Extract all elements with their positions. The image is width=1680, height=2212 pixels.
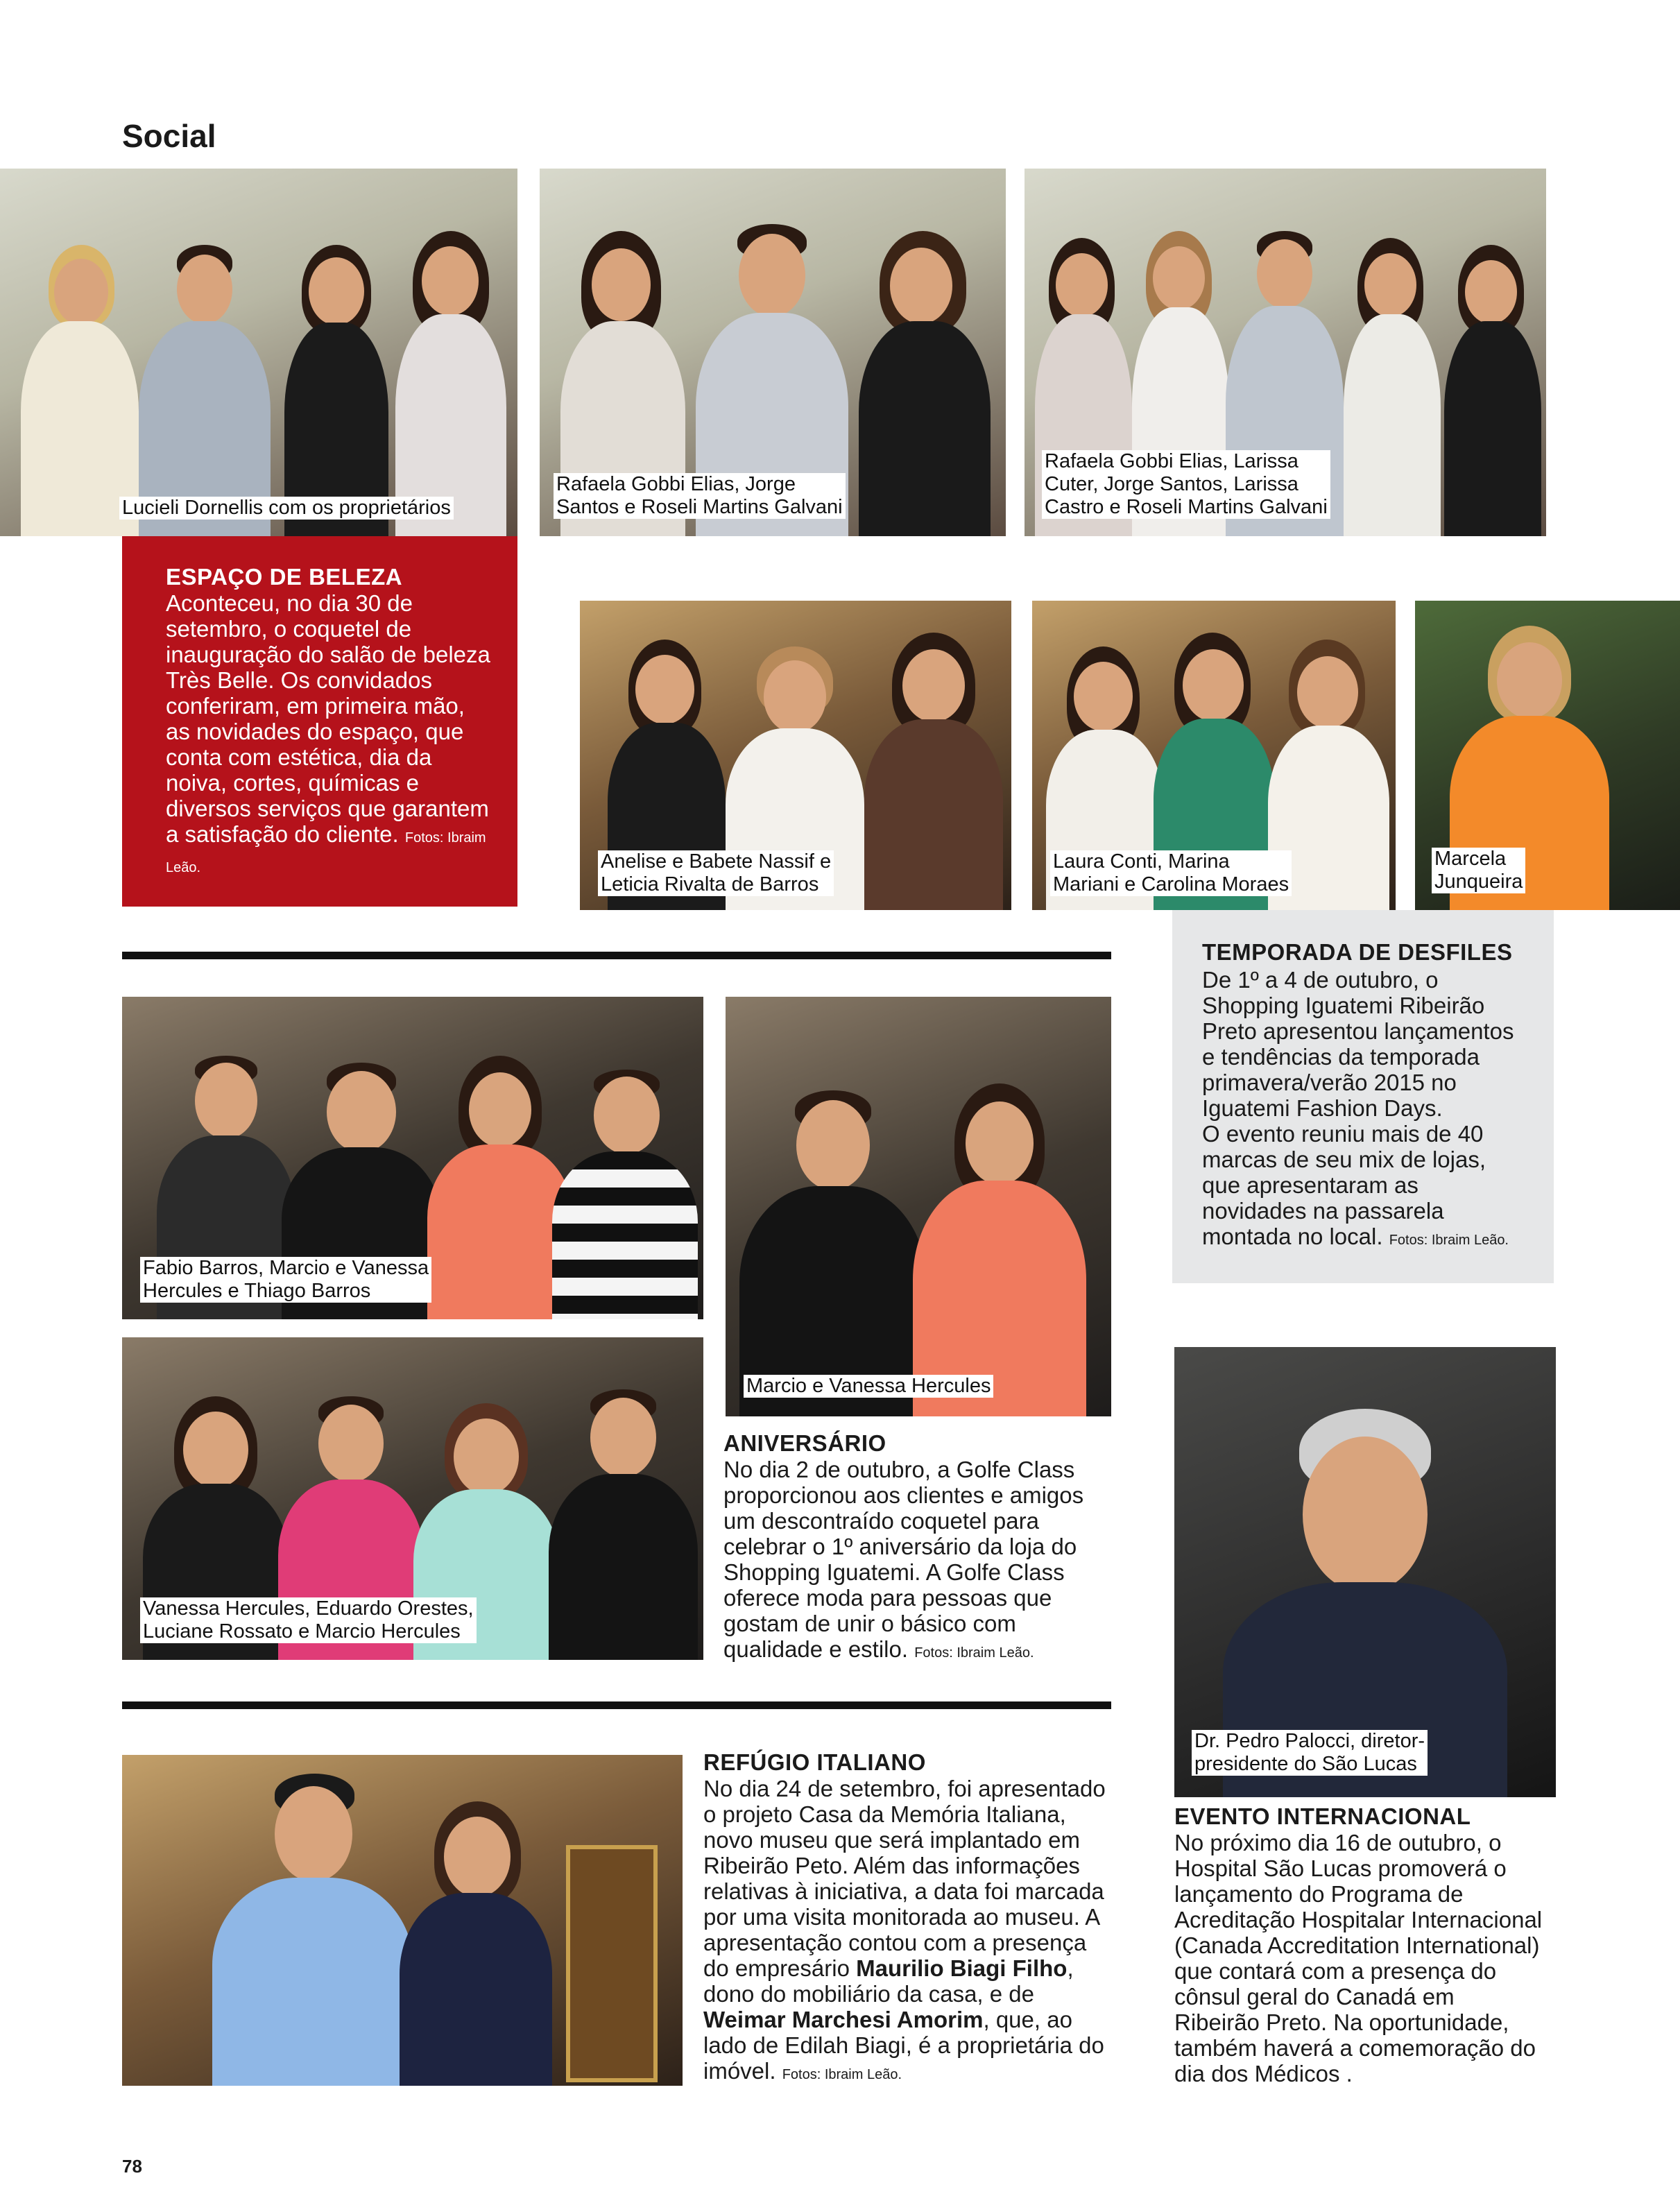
article-espaco-de-beleza	[122, 536, 517, 907]
refugio-name-weimar: Weimar Marchesi Amorim	[703, 2007, 984, 2032]
photo-lucieli-proprietarios	[0, 169, 517, 536]
article-refugio-italiano	[703, 1749, 1120, 2088]
page-number: 78	[122, 2156, 142, 2177]
aniversario-credit: Fotos: Ibraim Leão.	[914, 1645, 1034, 1661]
caption-photo-2: Rafaela Gobbi Elias, Jorge Santos e Roseli Martins Galvani	[554, 473, 846, 519]
evento-body: No próximo dia 16 de outubro, o Hospital São Lucas promoverá o lançamento do Programa de Acreditação Hospitalar Internacional (Canada Accreditation International) que contará com a presença do cônsul geral do Canadá em Ribeirão Preto. Na oportunidade, também haverá a comemoração do dia dos Médicos .	[1174, 1830, 1543, 2086]
evento-title: EVENTO INTERNACIONAL	[1174, 1803, 1471, 1829]
section-title: Social	[122, 118, 216, 154]
refugio-name-maurilio: Maurilio Biagi Filho	[856, 1955, 1068, 1981]
refugio-credit: Fotos: Ibraim Leão.	[782, 2067, 902, 2082]
aniversario-body: No dia 2 de outubro, a Golfe Class proporcionou aos clientes e amigos um descontraído coquetel para celebrar o 1º aniversário da loja do Shopping Iguatemi. A Golfe Class oferece moda para pessoas que gostam de unir o básico com qualidade e estilo.	[723, 1457, 1084, 1662]
photo-marcio-vanessa	[726, 997, 1111, 1416]
temporada-body-a: De 1º a 4 de outubro, o Shopping Iguatemi Ribeirão Preto apresentou lançamentos e tendências da temporada primavera/verão 2015 no Iguatemi Fashion Days.	[1202, 967, 1514, 1121]
caption-photo-5: Laura Conti, Marina Mariani e Carolina Moraes	[1050, 850, 1292, 896]
refugio-body-a: No dia 24 de setembro, foi apresentado o projeto Casa da Memória Italiana, novo museu que será implantado em Ribeirão Peto. Além das informações relativas à iniciativa, a data foi marcada por uma visita monitorada ao museu. A apresentação contou com a presença do empresário	[703, 1776, 1106, 1981]
refugio-title: REFÚGIO ITALIANO	[703, 1749, 926, 1775]
caption-photo-9: Vanessa Hercules, Eduardo Orestes, Luciane Rossato e Marcio Hercules	[140, 1597, 477, 1643]
caption-photo-4: Anelise e Babete Nassif e Leticia Rivalta de Barros	[598, 850, 834, 896]
caption-photo-10: Dr. Pedro Palocci, diretor- presidente do São Lucas	[1192, 1730, 1428, 1776]
temporada-credit: Fotos: Ibraim Leão.	[1389, 1233, 1509, 1248]
article-evento-internacional	[1174, 1803, 1563, 2086]
espaco-title: ESPAÇO DE BELEZA	[166, 564, 403, 590]
temporada-body-b: O evento reuniu mais de 40 marcas de seu mix de lojas, que apresentaram as novidades na passarela montada no local.	[1202, 1121, 1486, 1249]
divider-rule-1	[122, 952, 1111, 959]
article-aniversario	[723, 1430, 1112, 1666]
caption-photo-7: Fabio Barros, Marcio e Vanessa Hercules e Thiago Barros	[140, 1257, 431, 1303]
temporada-title: TEMPORADA DE DESFILES	[1202, 939, 1513, 965]
refugio-body-b: , dono do mobiliário da casa, e de	[703, 1955, 1074, 2007]
caption-photo-3: Rafaela Gobbi Elias, Larissa Cuter, Jorge Santos, Larissa Castro e Roseli Martins Galvani	[1042, 450, 1330, 519]
caption-photo-8: Marcio e Vanessa Hercules	[744, 1375, 993, 1398]
article-temporada-de-desfiles	[1172, 910, 1554, 1283]
divider-rule-2	[122, 1701, 1111, 1709]
caption-photo-1: Lucieli Dornellis com os proprietários	[119, 497, 454, 520]
photo-maurilio-weimar	[122, 1755, 683, 2086]
aniversario-title: ANIVERSÁRIO	[723, 1430, 886, 1456]
caption-photo-6: Marcela Junqueira	[1432, 848, 1525, 893]
espaco-credit: Fotos: Ibraim Leão.	[166, 830, 486, 875]
espaco-body: Aconteceu, no dia 30 de setembro, o coquetel de inauguração do salão de beleza Très Belle. Os convidados conferiram, em primeira mão, as novidades do espaço, que conta com estética, dia da noiva, cortes, químicas e diversos serviços que garantem a satisfação do cliente.	[166, 590, 490, 847]
refugio-body-c: , que, ao lado de Edilah Biagi, é a proprietária do imóvel.	[703, 2007, 1104, 2084]
